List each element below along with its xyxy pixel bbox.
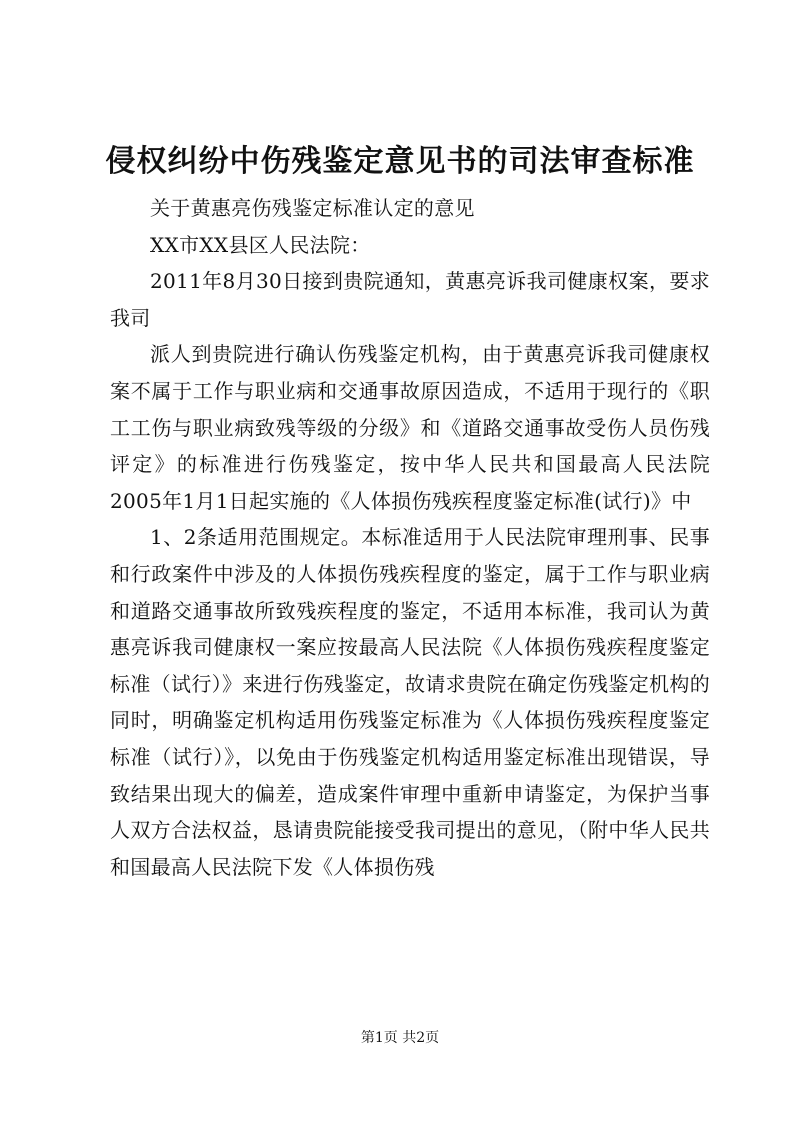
paragraph-scope: 1、2条适用范围规定。本标准适用于人民法院审理刑事、民事和行政案件中涉及的人体损伤残疾程度的鉴定，属于工作与职业病和道路交通事故所致残疾程度的鉴定，不适用本标准，我司认为黄惠亮诉我司健康权一案应按最高人民法院《人体损伤残疾程度鉴定标准（试行）》来进行伤残鉴定，故请求贵院在确定伤残鉴定机构的同时，明确鉴定机构适用伤残鉴定标准为《人体损伤残疾程度鉴定标准（试行）》，以免由于伤残鉴定机构适用鉴定标准出现错误，导致结果出现大的偏差，造成案件审理中重新申请鉴定，为保护当事人双方合法权益，恳请贵院能接受我司提出的意见，（附中华人民共和国最高人民法院下发《人体损伤残 <box>110 525 710 879</box>
page-indicator: 第1页 共2页 <box>360 1030 440 1046</box>
paragraph-notice: 2011年8月30日接到贵院通知，黄惠亮诉我司健康权案，要求我司 <box>110 269 710 330</box>
paragraph-reason: 派人到贵院进行确认伤残鉴定机构，由于黄惠亮诉我司健康权案不属于工作与职业病和交通事故原因造成，不适用于现行的《职工工伤与职业病致残等级的分级》和《道路交通事故受伤人员伤残评定》的标准进行伤残鉴定，按中华人民共和国最高人民法院2005年1月1日起实施的《人体损伤残疾程度鉴定标准(试行)》中 <box>110 342 710 513</box>
document-title: 侵权纠纷中伤残鉴定意见书的司法审查标准 <box>105 144 695 179</box>
paragraph-subject: 关于黄惠亮伤残鉴定标准认定的意见 <box>150 196 475 220</box>
paragraph-addressee: XX市XX县区人民法院： <box>150 232 371 257</box>
document-body <box>110 190 710 885</box>
